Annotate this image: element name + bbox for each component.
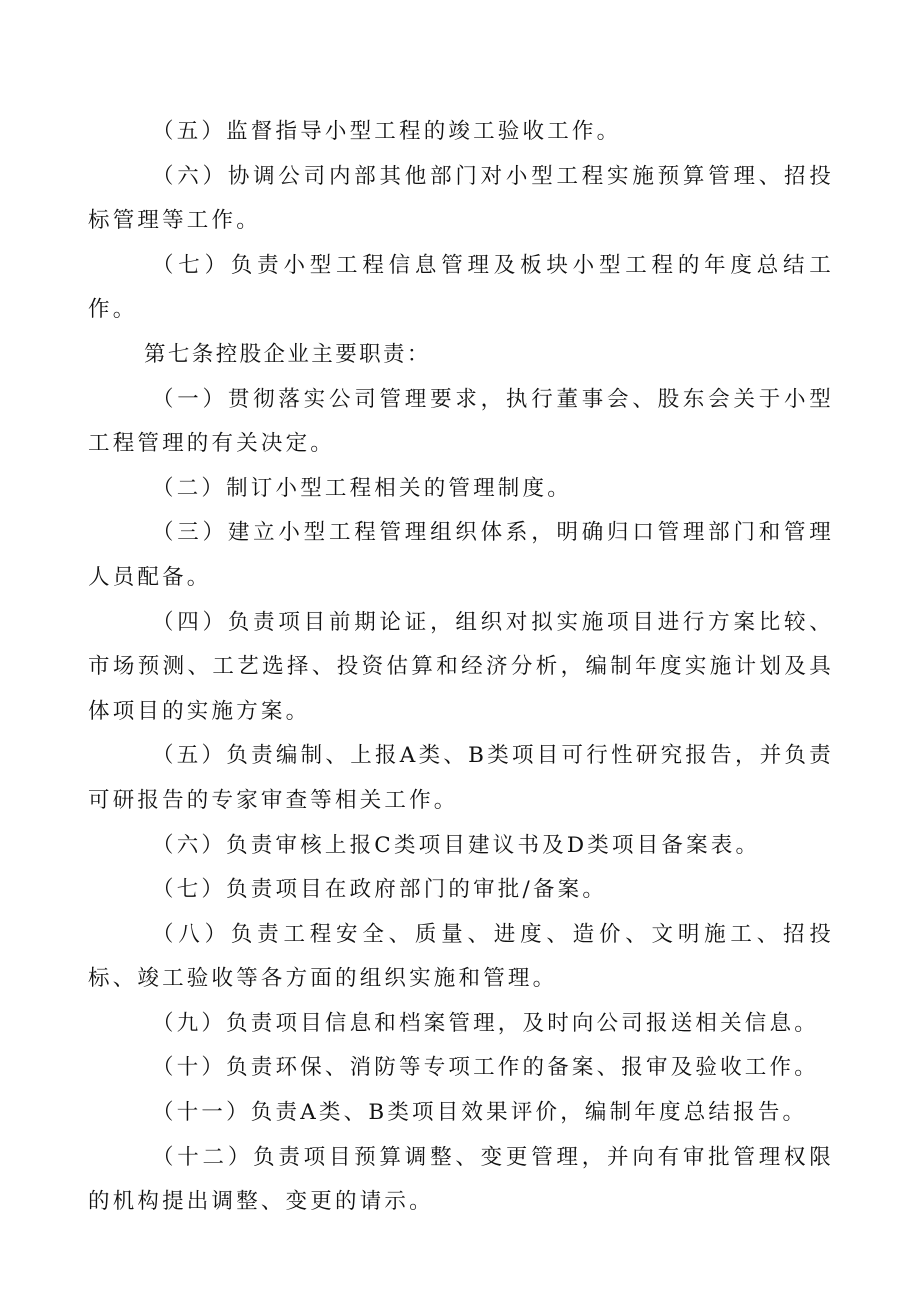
duty-item-4: （四）负责项目前期论证，组织对拟实施项目进行方案比较、市场预测、工艺选择、投资估算和经济分析，编制年度实施计划及具体项目的实施方案。 [88, 609, 834, 724]
duty-item-5: （五）负责编制、上报A类、B类项目可行性研究报告，并负责可研报告的专家审查等相关工作。 [88, 743, 834, 813]
duty-item-6: （六）负责审核上报C类项目建议书及D类项目备案表。 [152, 832, 761, 858]
duty-item-1: （一）贯彻落实公司管理要求，执行董事会、股东会关于小型工程管理的有关决定。 [88, 386, 834, 457]
duty-item-2: （二）制订小型工程相关的管理制度。 [152, 475, 572, 501]
duty-item-8: （八）负责工程安全、质量、进度、造价、文明施工、招投标、竣工验收等各方面的组织实施和管理。 [88, 921, 834, 992]
paragraph-item-5: （五）监督指导小型工程的竣工验收工作。 [152, 119, 622, 144]
article-heading: 第七条控股企业主要职责： [144, 341, 431, 367]
duty-item-10: （十）负责环保、消防等专项工作的备案、报审及验收工作。 [152, 1055, 819, 1081]
document-body [0, 110, 920, 1225]
duty-item-7: （七）负责项目在政府部门的审批/备案。 [152, 877, 608, 903]
paragraph-item-6: （六）协调公司内部其他部门对小型工程实施预算管理、招投标管理等工作。 [88, 163, 834, 234]
duty-item-3: （三）建立小型工程管理组织体系，明确归口管理部门和管理人员配备。 [88, 520, 834, 590]
duty-item-9: （九）负责项目信息和档案管理，及时向公司报送相关信息。 [152, 1010, 819, 1036]
paragraph-item-7: （七）负责小型工程信息管理及板块小型工程的年度总结工作。 [88, 252, 834, 323]
duty-item-11: （十一）负责A类、B类项目效果评价，编制年度总结报告。 [152, 1100, 808, 1126]
duty-item-12: （十二）负责项目预算调整、变更管理，并向有审批管理权限的机构提出调整、变更的请示。 [88, 1144, 834, 1215]
